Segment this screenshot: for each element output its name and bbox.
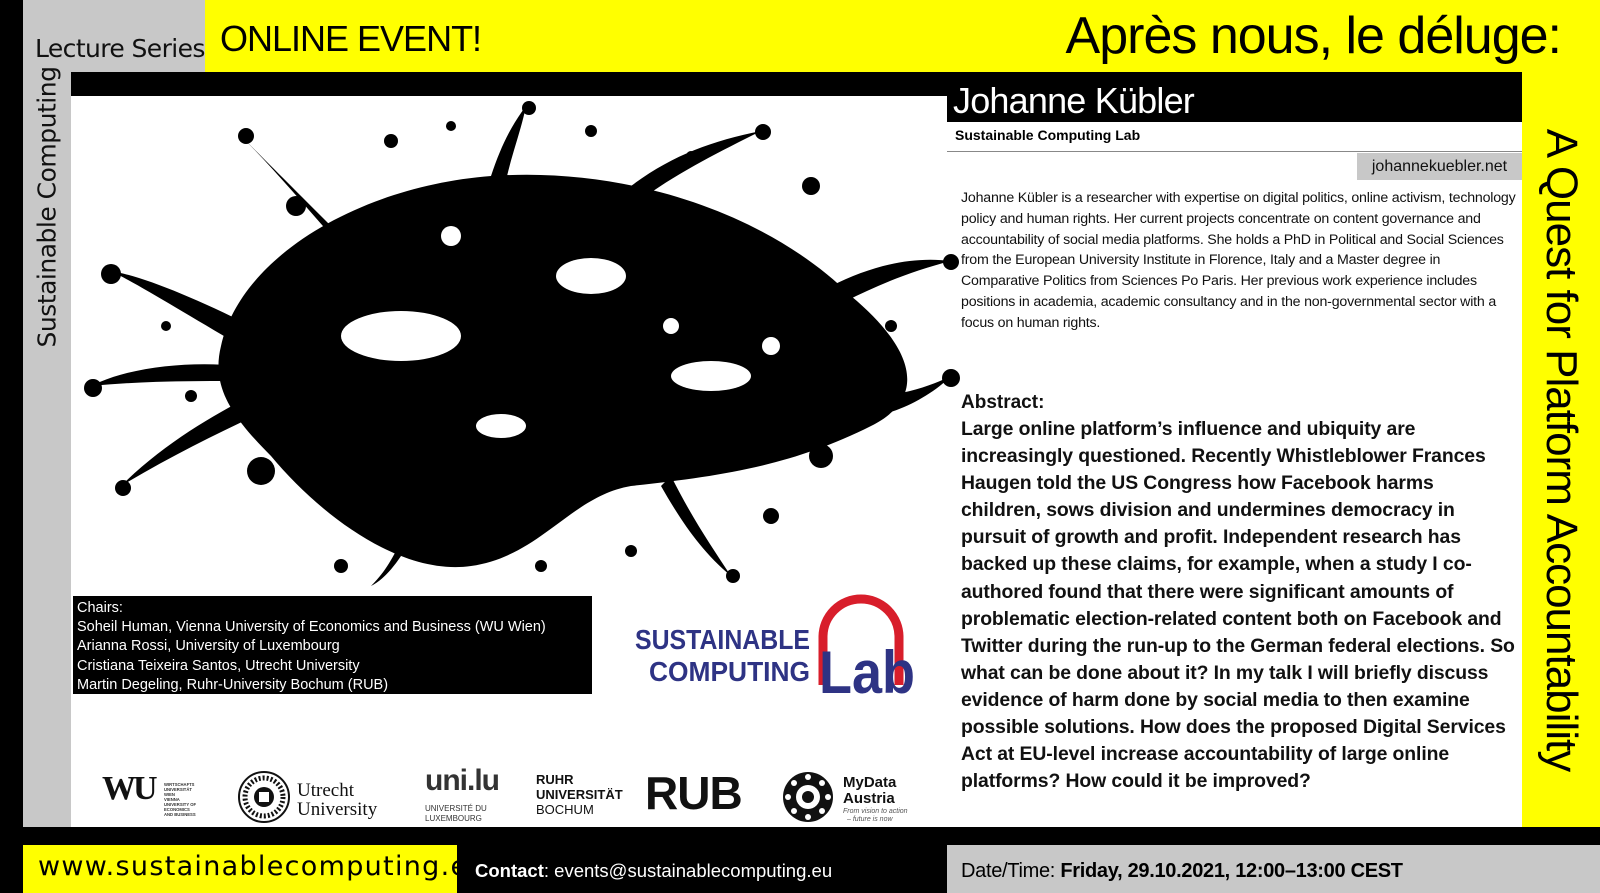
abstract-text: Large online platform’s influence and ubiquity are increasingly questioned. Recently Whistleblower Frances Haugen told the US Congress how Facebook harms children, sows division and undermines democracy in pursuit of growth and profit. Independent research has backed up these claims, for example, when a study I co-authored found that there were significant amounts of problematic election-related content both on Facebook and Twitter during the run-up to the German federal elections. So what can be done about it? In my talk I will briefly discuss evidence of harm done by social media to then examine possible solutions. How does the proposed Digital Services Act at EU-level increase accountability of large online platforms? How could it be improved? [961, 418, 1515, 793]
contact-label: Contact [475, 860, 544, 881]
lab-logo-line2: COMPUTING [649, 656, 810, 687]
sidebar-label: Sustainable Computing [32, 66, 62, 348]
unilu-line2: LUXEMBOURG [425, 814, 482, 823]
speaker-affiliation: Sustainable Computing Lab [955, 127, 1141, 143]
wu-text-line: ECONOMICS [164, 807, 190, 812]
lab-logo-lab: Lab [819, 639, 915, 706]
ink-splash-artwork [71, 96, 961, 586]
wu-logo-text [164, 782, 196, 817]
lab-logo-line1: SUSTAINABLE [635, 624, 810, 655]
wu-text-line: WIEN [164, 792, 175, 797]
utrecht-university-logo [237, 770, 397, 824]
mydata-icon [781, 770, 835, 824]
unilu-line1: UNIVERSITÉ DU [425, 804, 487, 813]
utrecht-seal-icon [237, 770, 291, 824]
divider [947, 151, 1522, 152]
sustainable-computing-lab-logo [635, 597, 915, 706]
chair-item: Arianna Rossi, University of Luxembourg [77, 638, 340, 655]
mydata-tagline1: From vision to action [843, 808, 908, 815]
contact-info [475, 860, 832, 882]
ruhr-line3: BOCHUM [536, 802, 594, 817]
contact-email-link[interactable]: : events@sustainablecomputing.eu [543, 860, 833, 881]
chairs-box [73, 596, 592, 694]
wu-text-line: UNIVERSITÄT [164, 787, 192, 792]
chairs-heading: Chairs: [77, 600, 123, 616]
speaker-bio: Johanne Kübler is a researcher with expertise on digital politics, online activism, technology policy and human rights. Her current projects concentrate on content governance and accountability of social media platforms. She holds a PhD in Political and Social Sciences from the European University Institute in Florence, Italy and a Master degree in Comparative Politics from Sciences Po Paris. Her previous work experience includes positions in academia, academic consultancy and in the non-governmental sector with a focus on human rights. [961, 190, 1516, 331]
wu-text-line: UNIVERSITY OF [164, 802, 197, 807]
utrecht-line1: Utrecht [297, 780, 354, 801]
lecture-series-box [23, 0, 205, 72]
mydata-austria-logo [781, 770, 921, 826]
ruhr-line1: RUHR [536, 772, 574, 787]
wu-logo [102, 770, 202, 824]
university-of-luxembourg-logo [425, 764, 499, 826]
wu-text-line: VIENNA [164, 797, 180, 802]
wu-text-line: WIRTSCHAFTS [164, 782, 195, 787]
ruhr-universitat-text-logo [536, 772, 636, 822]
speaker-website-link[interactable]: johannekuebler.net [1357, 153, 1522, 180]
wu-logo-mark: WU [102, 770, 155, 807]
sidebar-label-box [23, 66, 71, 348]
chair-item: Martin Degeling, Ruhr-University Bochum (RUB) [77, 676, 389, 693]
event-datetime [961, 860, 1403, 883]
online-event-label: ONLINE EVENT! [220, 18, 482, 59]
unilu-mark: uni.lu [425, 764, 499, 797]
abstract-heading: Abstract: [961, 392, 1045, 413]
event-title: Après nous, le déluge: [1065, 7, 1561, 65]
subtitle-box [1522, 72, 1600, 827]
rub-logo: RUB [645, 767, 742, 819]
wu-text-line: AND BUSINESS [164, 812, 196, 817]
chair-item: Cristiana Teixeira Santos, Utrecht University [77, 657, 360, 674]
mydata-line1: MyData [843, 774, 897, 791]
ruhr-line2: UNIVERSITÄT [536, 787, 623, 802]
event-subtitle: A Quest for Platform Accountability [1537, 128, 1586, 771]
utrecht-line2: University [297, 799, 378, 820]
date-value: Friday, 29.10.2021, 12:00–13:00 CEST [1060, 860, 1403, 882]
speaker-name: Johanne Kübler [947, 80, 1522, 122]
website-link[interactable]: www.sustainablecomputing.eu [38, 851, 487, 882]
chair-item: Soheil Human, Vienna University of Economics and Business (WU Wien) [77, 619, 546, 636]
mydata-tagline2: – future is now [847, 816, 893, 823]
date-label: Date/Time: [961, 860, 1061, 882]
mydata-line2: Austria [843, 790, 895, 807]
lecture-series-label: Lecture Series [35, 34, 205, 63]
